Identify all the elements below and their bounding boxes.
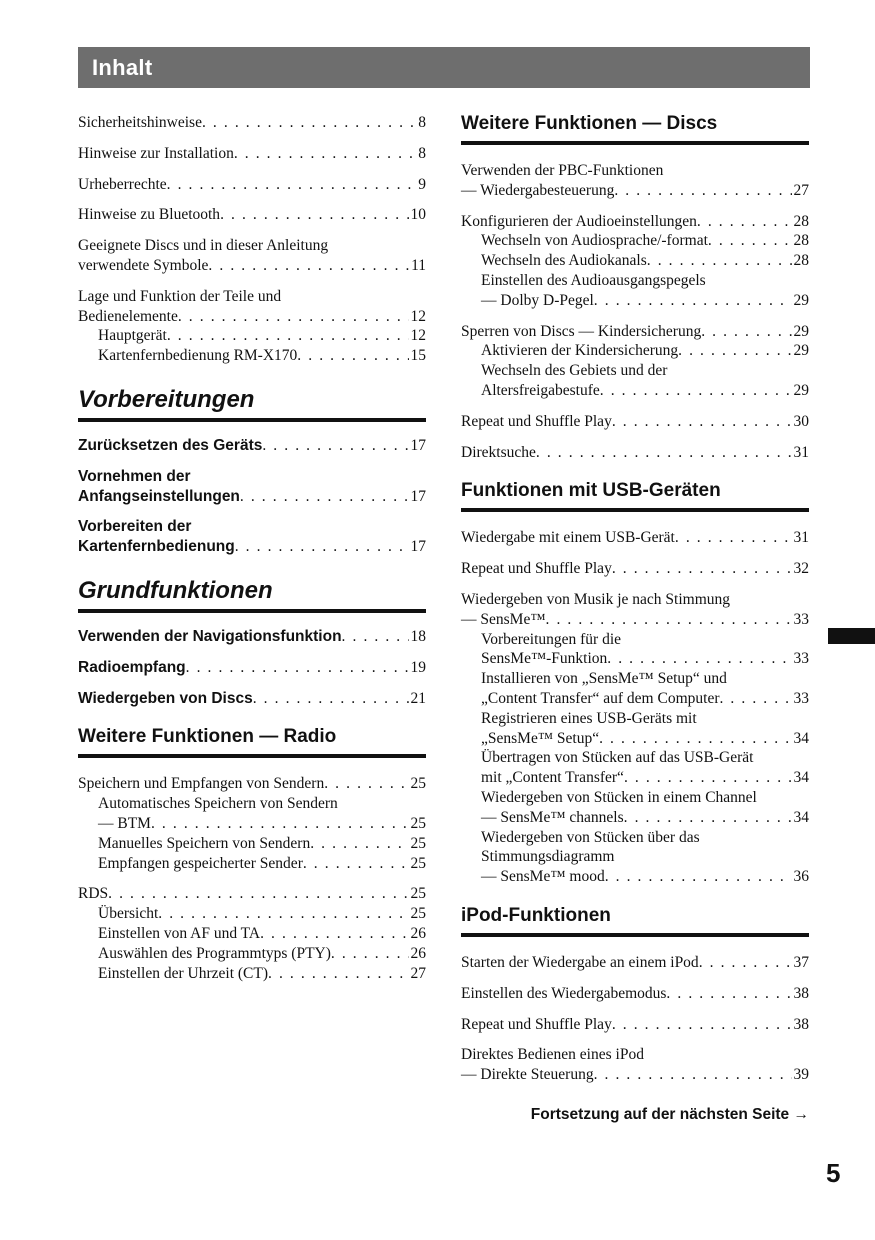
toc-entry-title: Automatisches Speichern von Sendern <box>98 795 338 813</box>
toc-entry-title: Hauptgerät <box>98 327 167 345</box>
toc-page-number: 30 <box>793 412 809 430</box>
dot-leader <box>240 487 409 507</box>
page-title: Inhalt <box>78 47 810 88</box>
dot-leader <box>151 814 409 834</box>
toc-page-number: 12 <box>410 327 426 345</box>
toc-entry-line <box>461 984 809 1004</box>
toc-page-number: 28 <box>793 212 809 230</box>
toc-entry-title: — SensMe™ mood <box>481 868 605 886</box>
toc-entry-line <box>461 953 809 973</box>
toc-page-number: 12 <box>410 307 426 325</box>
dot-leader <box>624 808 792 828</box>
toc-subentry-line <box>461 291 809 311</box>
toc-entry <box>78 467 426 507</box>
toc-subentry-line <box>78 964 426 984</box>
dot-leader <box>536 443 792 463</box>
toc-page-number: 37 <box>793 953 809 971</box>
toc-entry-line <box>461 1015 809 1035</box>
toc-entry-line <box>78 689 426 709</box>
toc-entry-title: Repeat und Shuffle Play <box>461 560 612 578</box>
toc-entry-title: Auswählen des Programmtyps (PTY) <box>98 944 331 962</box>
dot-leader <box>699 953 792 973</box>
toc-entry <box>461 559 809 579</box>
toc-group-grundfunktionen <box>78 627 426 708</box>
toc-page-number: 8 <box>418 144 426 162</box>
toc-entry-line <box>78 175 426 195</box>
toc-entry <box>78 774 426 873</box>
toc-entry-line <box>78 658 426 678</box>
dot-leader <box>678 341 791 361</box>
toc-entry-title: Einstellen von AF und TA <box>98 924 261 942</box>
dot-leader <box>546 610 792 630</box>
toc-entry-title: „Content Transfer“ auf dem Computer <box>481 689 720 707</box>
toc-subentry-line <box>461 867 809 887</box>
toc-entry-title: Einstellen des Audioausgangspegels <box>481 271 706 289</box>
toc-subentry-line <box>78 346 426 366</box>
toc-entry <box>78 144 426 164</box>
section-heading-usb: Funktionen mit USB-Geräten <box>461 480 809 512</box>
toc-page-number: 18 <box>410 627 426 645</box>
dot-leader <box>178 307 409 327</box>
toc-page-number: 34 <box>793 729 809 747</box>
dot-leader <box>297 346 408 366</box>
toc-entry <box>78 658 426 678</box>
toc-page-number: 29 <box>793 322 809 340</box>
toc-subentry-line <box>461 341 809 361</box>
toc-page-number: 17 <box>410 487 426 505</box>
toc-entry-title: Übertragen von Stücken auf das USB-Gerät <box>481 749 754 767</box>
toc-subentry-line <box>461 381 809 401</box>
toc-page-number: 33 <box>793 610 809 628</box>
toc-page-number: 33 <box>793 650 809 668</box>
toc-entry-line <box>461 1065 809 1085</box>
dot-leader <box>675 528 792 548</box>
toc-page-number: 25 <box>410 885 426 903</box>
toc-entry <box>461 443 809 463</box>
toc-entry-title: Repeat und Shuffle Play <box>461 412 612 430</box>
toc-entry-line <box>461 559 809 579</box>
toc-entry <box>78 205 426 225</box>
toc-subentry-line <box>78 326 426 346</box>
toc-entry-line <box>78 256 426 276</box>
toc-page-number: 34 <box>793 808 809 826</box>
toc-entry-line <box>78 144 426 164</box>
dot-leader <box>605 867 792 887</box>
toc-entry <box>461 1015 809 1035</box>
toc-entry-title: Vornehmen der <box>78 467 191 485</box>
toc-entry <box>461 984 809 1004</box>
toc-subentry-line <box>461 271 809 291</box>
toc-entry-title: Repeat und Shuffle Play <box>461 1015 612 1033</box>
section-heading-ipod: iPod-Funktionen <box>461 905 809 937</box>
toc-entry-title: Altersfreigabestufe <box>481 381 600 399</box>
toc-entry-title: Aktivieren der Kindersicherung <box>481 342 679 360</box>
toc-entry <box>78 236 426 276</box>
toc-entry-title: Verwenden der PBC-Funktionen <box>461 162 664 179</box>
section-heading-radio: Weitere Funktionen — Radio <box>78 726 426 758</box>
dot-leader <box>235 537 409 557</box>
toc-entry-line <box>461 412 809 432</box>
toc-page-number: 29 <box>793 291 809 309</box>
toc-entry <box>78 287 426 366</box>
dot-leader <box>158 904 408 924</box>
toc-entry-title: Wiedergeben von Stücken über das <box>481 828 700 846</box>
toc-entry-title: Konfigurieren der Audioeinstellungen <box>461 212 697 230</box>
toc-entry-title: Urheberrechte <box>78 175 167 193</box>
toc-entry <box>461 161 809 201</box>
toc-entry-line <box>461 1045 809 1065</box>
toc-subentry-line <box>461 828 809 848</box>
dot-leader <box>612 412 792 432</box>
toc-page-number: 36 <box>793 868 809 886</box>
toc-group-radio <box>78 774 426 983</box>
toc-entry-title: Manuelles Speichern von Sendern <box>98 834 311 852</box>
dot-leader <box>624 768 792 788</box>
dot-leader <box>234 144 416 164</box>
dot-leader <box>268 964 408 984</box>
toc-group-discs <box>461 161 809 462</box>
dot-leader <box>262 436 408 456</box>
toc-entry-line <box>78 537 426 557</box>
toc-entry-title: Wiedergeben von Discs <box>78 689 253 707</box>
toc-subentry-line <box>461 748 809 768</box>
toc-subentry-line <box>461 847 809 867</box>
toc-subentry-line <box>78 834 426 854</box>
toc-entry-title: Starten der Wiedergabe an einem iPod <box>461 953 699 971</box>
dot-leader <box>612 559 792 579</box>
toc-entry-line <box>78 884 426 904</box>
toc-entry-line <box>461 443 809 463</box>
toc-entry <box>461 212 809 311</box>
toc-subentry-line <box>461 251 809 271</box>
toc-group-intro <box>78 113 426 366</box>
toc-page-number: 31 <box>793 529 809 547</box>
toc-entry-line <box>461 590 809 610</box>
toc-subentry-line <box>461 689 809 709</box>
toc-entry <box>78 436 426 456</box>
toc-entry-line <box>461 610 809 630</box>
toc-entry-title: RDS <box>78 885 109 903</box>
toc-entry <box>78 175 426 195</box>
dot-leader <box>697 212 792 232</box>
section-heading-discs: Weitere Funktionen — Discs <box>461 113 809 145</box>
toc-entry-title: Vorbereiten der <box>78 518 192 536</box>
toc-group-ipod <box>461 953 809 1085</box>
toc-entry-title: Bedienelemente <box>78 307 178 325</box>
toc-entry-title: — SensMe™ <box>461 610 546 628</box>
toc-entry <box>461 953 809 973</box>
toc-group-vorbereitungen <box>78 436 426 557</box>
toc-entry-title: Einstellen der Uhrzeit (CT) <box>98 964 269 982</box>
toc-subentry-line <box>461 808 809 828</box>
dot-leader <box>186 658 409 678</box>
toc-subentry-line <box>461 788 809 808</box>
toc-entry-title: Hinweise zur Installation <box>78 144 234 162</box>
dot-leader <box>666 984 791 1004</box>
dot-leader <box>167 326 409 346</box>
toc-subentry-line <box>78 794 426 814</box>
toc-entry-line <box>78 113 426 133</box>
toc-subentry-line <box>461 669 809 689</box>
toc-entry-title: — SensMe™ channels <box>481 808 624 826</box>
toc-entry-title: Kartenfernbedienung RM-X170 <box>98 347 298 365</box>
dot-leader <box>599 729 791 749</box>
toc-page-number: 38 <box>793 984 809 1002</box>
toc-entry <box>78 517 426 557</box>
toc-entry-title: verwendete Symbole <box>78 256 209 274</box>
toc-entry-line <box>461 528 809 548</box>
toc-page-number: 27 <box>793 181 809 199</box>
toc-entry-line <box>461 322 809 342</box>
toc-entry-title: Stimmungsdiagramm <box>481 848 615 866</box>
continuation-text: Fortsetzung auf der nächsten Seite <box>530 1106 790 1123</box>
toc-entry <box>461 590 809 887</box>
toc-entry-title: Wiedergeben von Stücken in einem Channel <box>481 788 757 806</box>
dot-leader <box>108 884 408 904</box>
toc-entry <box>461 412 809 432</box>
toc-subentry-line <box>461 630 809 650</box>
toc-page-number: 25 <box>410 814 426 832</box>
toc-right-column <box>461 113 809 1085</box>
toc-entry-title: Einstellen des Wiedergabemodus <box>461 984 667 1002</box>
toc-entry <box>78 113 426 133</box>
toc-entry-title: Übersicht <box>98 905 159 923</box>
dot-leader <box>253 689 409 709</box>
toc-entry-title: Wechseln des Gebiets und der <box>481 362 668 380</box>
dot-leader <box>303 854 409 874</box>
dot-leader <box>607 649 791 669</box>
toc-page-number: 25 <box>410 775 426 793</box>
toc-entry-title: Vorbereitungen für die <box>481 630 622 648</box>
toc-entry-title: Sperren von Discs — Kindersicherung <box>461 322 702 340</box>
toc-entry-line <box>78 517 426 537</box>
toc-page-number: 15 <box>410 347 426 365</box>
dot-leader <box>647 251 792 271</box>
toc-page-number: 11 <box>411 256 426 274</box>
dot-leader <box>719 689 791 709</box>
section-heading-grundfunktionen: Grundfunktionen <box>78 577 426 613</box>
toc-entry-title: Lage und Funktion der Teile und <box>78 287 282 305</box>
toc-entry <box>78 689 426 709</box>
toc-entry-title: Wiedergeben von Musik je nach Stimmung <box>461 590 731 608</box>
toc-subentry-line <box>78 814 426 834</box>
chapter-tab-marker <box>828 628 875 644</box>
toc-entry-title: Kartenfernbedienung <box>78 538 235 556</box>
toc-entry-title: Verwenden der Navigationsfunktion <box>78 627 342 645</box>
toc-entry-line <box>78 205 426 225</box>
arrow-right-icon: → <box>793 1106 809 1123</box>
toc-page-number: 25 <box>410 854 426 872</box>
toc-entry-title: „SensMe™ Setup“ <box>481 729 600 747</box>
toc-entry-title: Hinweise zu Bluetooth <box>78 206 221 224</box>
section-heading-vorbereitungen: Vorbereitungen <box>78 386 426 422</box>
dot-leader <box>612 1015 792 1035</box>
toc-left-column <box>78 113 426 983</box>
toc-entry-line <box>78 236 426 256</box>
toc-entry-title: Wechseln des Audiokanals <box>481 252 647 270</box>
continuation-note <box>461 1106 809 1124</box>
toc-page-number: 31 <box>793 443 809 461</box>
toc-entry-title: Direktsuche <box>461 443 536 461</box>
toc-entry-title: — BTM <box>98 814 151 832</box>
toc-page-number: 26 <box>410 924 426 942</box>
toc-page-number: 8 <box>418 114 426 131</box>
toc-entry-line <box>78 307 426 327</box>
toc-entry-title: — Dolby D-Pegel <box>481 291 594 309</box>
toc-entry-line <box>461 161 809 181</box>
page-number: 5 <box>826 1158 841 1188</box>
toc-page-number: 26 <box>410 944 426 962</box>
toc-entry-title: Zurücksetzen des Geräts <box>78 436 263 454</box>
toc-entry-title: Direktes Bedienen eines iPod <box>461 1046 644 1064</box>
toc-entry-title: Geeignete Discs und in dieser Anleitung <box>78 237 329 255</box>
toc-subentry-line <box>461 729 809 749</box>
dot-leader <box>708 231 792 251</box>
toc-entry <box>461 528 809 548</box>
toc-subentry-line <box>461 768 809 788</box>
dot-leader <box>600 381 792 401</box>
toc-entry-title: Anfangseinstellungen <box>78 487 240 505</box>
toc-entry-title: SensMe™-Funktion <box>481 650 608 668</box>
toc-entry-title: — Wiedergabesteuerung <box>461 181 615 199</box>
toc-entry <box>461 1045 809 1085</box>
dot-leader <box>220 205 408 225</box>
toc-subentry-line <box>78 854 426 874</box>
toc-subentry-line <box>78 944 426 964</box>
toc-entry <box>461 322 809 401</box>
toc-page-number: 38 <box>793 1015 809 1033</box>
toc-entry-title: Empfangen gespeicherter Sender <box>98 854 303 872</box>
dot-leader <box>594 291 792 311</box>
toc-entry-title: Installieren von „SensMe™ Setup“ und <box>481 670 727 688</box>
toc-subentry-line <box>461 361 809 381</box>
toc-entry-line <box>78 627 426 647</box>
toc-page-number: 17 <box>410 436 426 454</box>
dot-leader <box>208 256 409 276</box>
dot-leader <box>342 627 409 647</box>
dot-leader <box>324 774 408 794</box>
dot-leader <box>167 175 417 195</box>
toc-page-number: 9 <box>418 175 426 193</box>
dot-leader <box>202 113 416 133</box>
toc-entry-line <box>461 181 809 201</box>
toc-subentry-line <box>461 709 809 729</box>
toc-subentry-line <box>461 649 809 669</box>
toc-entry <box>78 884 426 983</box>
toc-page-number: 10 <box>410 206 426 224</box>
toc-entry-line <box>78 287 426 307</box>
toc-page-number: 17 <box>410 538 426 556</box>
toc-subentry-line <box>78 904 426 924</box>
toc-page-number: 19 <box>410 658 426 676</box>
toc-page-number: 29 <box>793 381 809 399</box>
toc-subentry-line <box>461 231 809 251</box>
toc-page-number: 29 <box>793 342 809 360</box>
toc-entry-line <box>78 487 426 507</box>
toc-page-number: 25 <box>410 834 426 852</box>
toc-entry-title: mit „Content Transfer“ <box>481 769 624 787</box>
toc-page-number: 21 <box>410 689 426 707</box>
toc-page-number: 27 <box>410 964 426 982</box>
toc-entry-line <box>461 212 809 232</box>
toc-entry-title: — Direkte Steuerung <box>461 1066 594 1084</box>
dot-leader <box>310 834 408 854</box>
toc-page-number: 28 <box>793 252 809 270</box>
toc-entry-line <box>78 467 426 487</box>
toc-entry-line <box>78 774 426 794</box>
dot-leader <box>614 181 791 201</box>
toc-page-number: 34 <box>793 769 809 787</box>
toc-entry-title: Radioempfang <box>78 658 186 676</box>
toc-entry-title: Wechseln von Audiosprache/-format <box>481 232 708 250</box>
toc-page-number: 28 <box>793 232 809 250</box>
toc-entry-title: Sicherheitshinweise <box>78 114 202 131</box>
toc-page-number: 25 <box>410 905 426 923</box>
toc-subentry-line <box>78 924 426 944</box>
toc-group-usb <box>461 528 809 887</box>
toc-entry-line <box>78 436 426 456</box>
dot-leader <box>701 322 791 342</box>
toc-entry-title: Wiedergabe mit einem USB-Gerät <box>461 529 675 547</box>
toc-entry-title: Registrieren eines USB-Geräts mit <box>481 709 697 727</box>
toc-entry-title: Speichern und Empfangen von Sendern <box>78 775 325 793</box>
toc-page-number: 32 <box>793 560 809 578</box>
dot-leader <box>260 924 408 944</box>
toc-page-number: 33 <box>793 689 809 707</box>
dot-leader <box>331 944 409 964</box>
toc-entry <box>78 627 426 647</box>
toc-page-number: 39 <box>793 1066 809 1084</box>
dot-leader <box>594 1065 792 1085</box>
